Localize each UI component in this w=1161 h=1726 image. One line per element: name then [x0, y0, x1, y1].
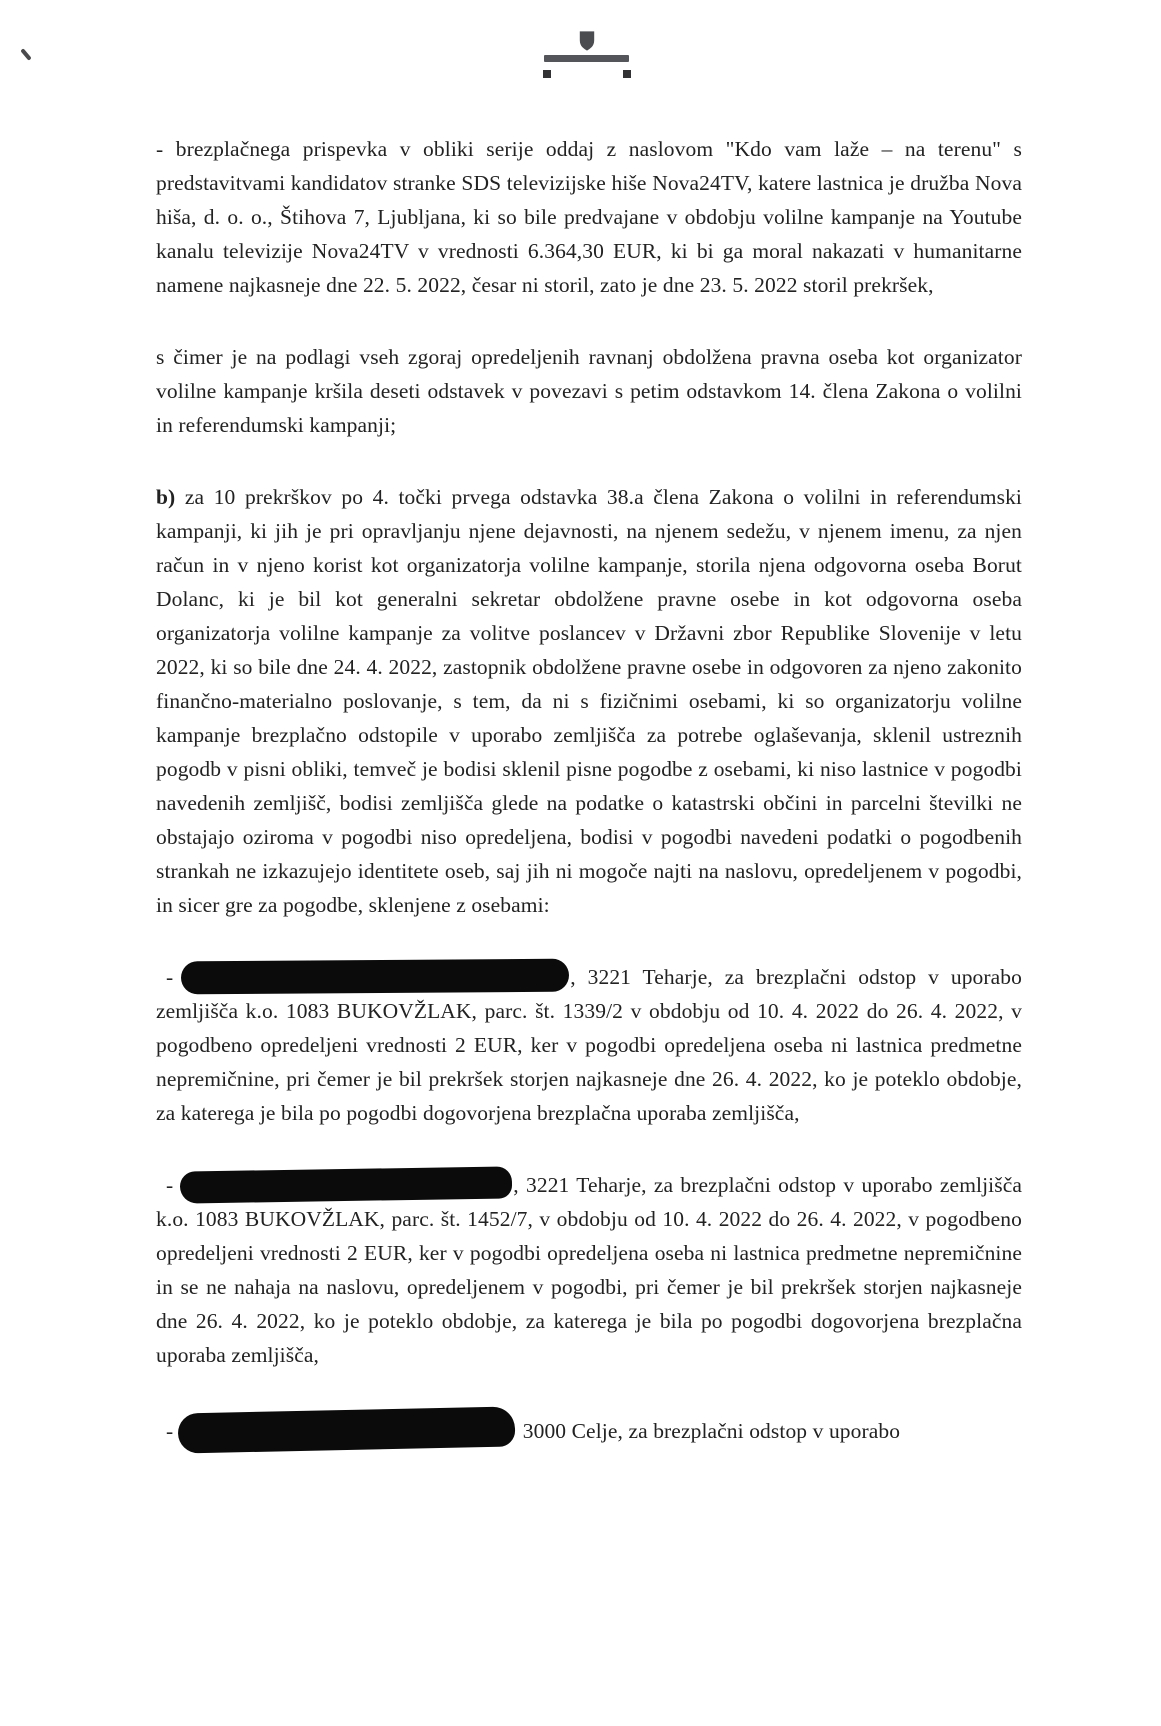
item-3-dash: -	[166, 1419, 174, 1443]
paragraph-point-b	[156, 480, 1022, 922]
paragraph-conclusion-a: s čimer je na podlagi vseh zgoraj opredeljenih ravnanj obdolžena pravna oseba kot organizator volilne kampanje kršila deseti odstavek v povezavi s petim odstavkom 14. člena Zakona o volilni in referendumski kampanji;	[156, 345, 1022, 437]
redaction-bar-1	[181, 959, 569, 995]
redaction-bar-3	[178, 1406, 516, 1453]
item-1-dash: -	[166, 965, 174, 989]
contract-item-2-text: , 3221 Teharje, za brezplačni odstop v uporabo zemljišča k.o. 1083 BUKOVŽLAK, parc. št. 1452/7, v obdobju od 10. 4. 2022 do 26. 4. 2022, v pogodbeno opredeljeni vrednosti 2 EUR, ker v pogodbi opredeljena oseba ni lastnica predmetne nepremičnine in se ne nahaja na naslovu, opredeljenem v pogodbi, pri čemer je bil prekršek storjen najkasneje dne 26. 4. 2022, ko je poteklo obdobje, za katerega je bila po pogodbi dogovorjena brezplačna uporaba zemljišča,	[156, 1173, 1022, 1367]
contract-item-3-text: 3000 Celje, za brezplačni odstop v uporabo	[517, 1419, 901, 1443]
ink-speck	[20, 48, 31, 61]
contract-item-1	[156, 960, 1022, 1130]
document-body	[156, 132, 1022, 1488]
point-b-label: b)	[156, 485, 176, 509]
contract-item-1-text: , 3221 Teharje, za brezplačni odstop v uporabo zemljišča k.o. 1083 BUKOVŽLAK, parc. št. 1339/2 v obdobju od 10. 4. 2022 do 26. 4. 2022, v pogodbeno opredeljeni vrednosti 2 EUR, ker v pogodbi opredeljena oseba ni lastnica predmetne nepremičnine, pri čemer je bil prekršek storjen najkasneje dne 26. 4. 2022, ko je poteklo obdobje, za katerega je bila po pogodbi dogovorjena brezplačna uporaba zemljišča,	[156, 965, 1022, 1125]
redaction-bar-2	[180, 1166, 512, 1203]
item-2-dash: -	[166, 1173, 174, 1197]
contract-item-2	[156, 1168, 1022, 1372]
emblem-dot-right	[623, 70, 631, 78]
emblem-rule	[544, 55, 629, 62]
paragraph-free-contribution: - brezplačnega prispevka v obliki serije oddaj z naslovom "Kdo vam laže – na terenu" s predstavitvami kandidatov stranke SDS televizijske hiše Nova24TV, katere lastnica je družba Nova hiša, d. o. o., Štihova 7, Ljubljana, ki so bile predvajane v obdobju volilne kampanje na Youtube kanalu televizije Nova24TV v vrednosti 6.364,30 EUR, ki bi ga moral nakazati v humanitarne namene najkasneje dne 22. 5. 2022, česar ni storil, zato je dne 23. 5. 2022 storil prekršek,	[156, 137, 1022, 297]
contract-item-3	[156, 1410, 1022, 1450]
point-b-text: za 10 prekrškov po 4. točki prvega odstavka 38.a člena Zakona o volilni in referendumski kampanji, ki jih je pri opravljanju njene dejavnosti, na njenem sedežu, v njenem imenu, za njen račun in v njeno korist kot organizatorja volilne kampanje, storila njena odgovorna oseba Borut Dolanc, ki je bil kot generalni sekretar obdolžene pravne osebe in kot odgovorna oseba organizatorja volilne kampanje za volitve poslancev v Državni zbor Republike Slovenije v letu 2022, ki so bile dne 24. 4. 2022, zastopnik obdolžene pravne osebe in odgovoren za njeno zakonito finančno-materialno poslovanje, s tem, da ni s fizičnimi osebami, ki so organizatorju volilne kampanje brezplačno odstopile v uporabo zemljišča za potrebe oglaševanja, sklenil ustreznih pogodb v pisni obliki, temveč je bodisi sklenil pisne pogodbe z osebami, ki niso lastnice v pogodbi navedenih zemljišč, bodisi zemljišča glede na podatke o katastrski občini in parcelni številki ne obstajajo oziroma v pogodbi niso opredeljena, bodisi v pogodbi navedeni podatki o pogodbenih strankah ne izkazujejo identitete oseb, saj jih ni mogoče najti na naslovu, opredeljenem v pogodbi, in sicer gre za pogodbe, sklenjene z osebami:	[156, 485, 1022, 917]
shield-emblem-icon	[579, 30, 595, 52]
letterhead-emblem	[543, 30, 631, 82]
emblem-dot-left	[543, 70, 551, 78]
